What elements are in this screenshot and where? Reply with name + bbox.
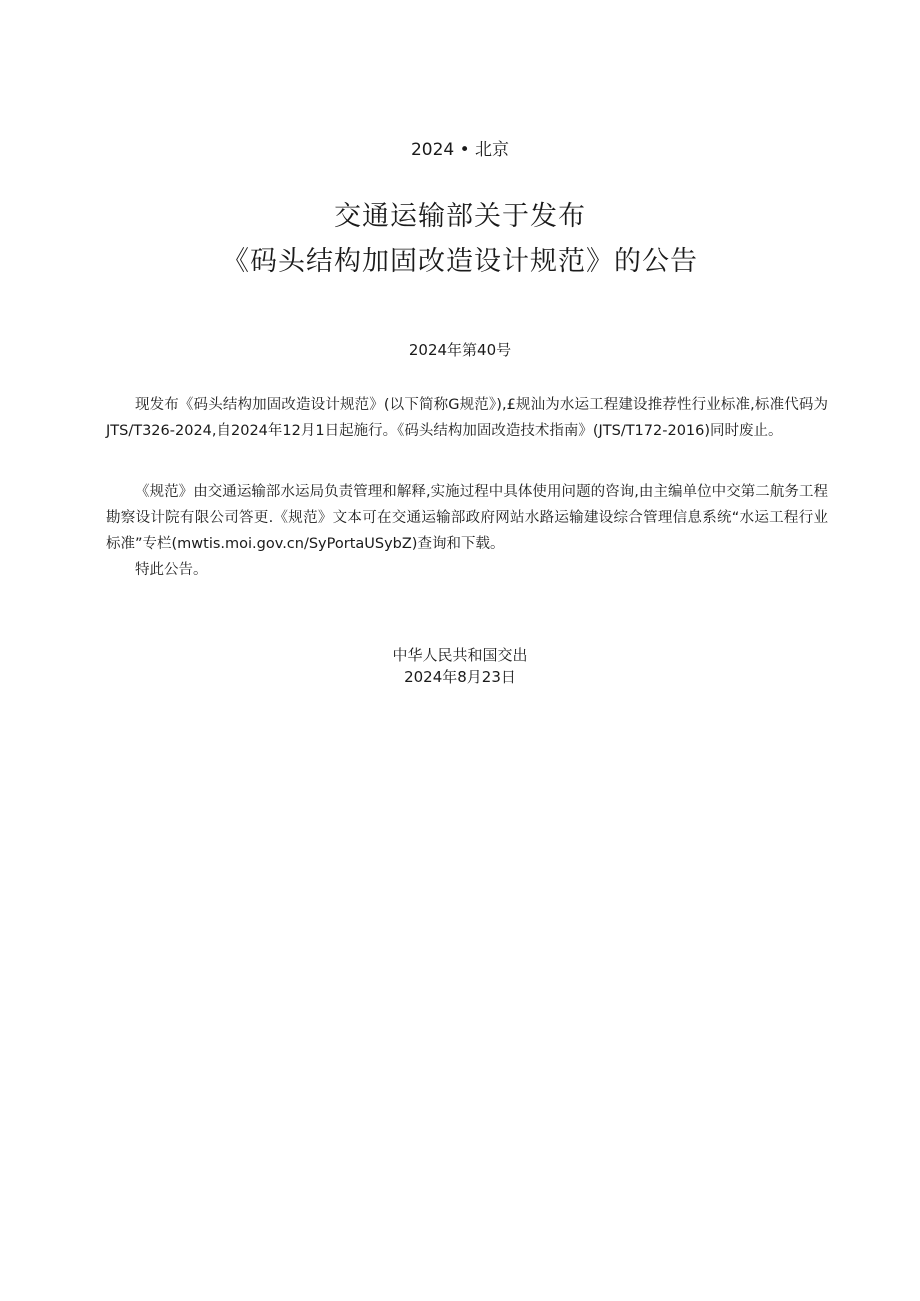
paragraph-management: 《规范》由交通运输部水运局负责管理和解释,实施过程中具体使用问题的咨询,由主编单位中交第二航务工程勘察设计院有限公司答更.《规范》文本可在交通运输部政府网站水路运输建设综合管理信息系统“水运工程行业标准”专栏(mwtis.moi.gov.cn/SyPortaUSybZ)查询和下载。	[106, 484, 828, 552]
issuer: 中华人民共和国交出	[392, 646, 528, 664]
title-line-1: 交通运输部关于发布	[334, 201, 586, 232]
document-number: 2024年第40号	[408, 341, 512, 359]
signature-date: 2024年8月23日	[404, 668, 516, 686]
title-line-2: 《码头结构加固改造设计规范》的公告	[222, 246, 698, 277]
paragraph-closing: 特此公告。	[135, 562, 208, 578]
paragraph-release: 现发布《码头结构加固改造设计规范》(以下简称G规范》),£规汕为水运工程建设推荐性行业标准,标准代码为JTS/T326-2024,自2024年12月1日起施行。《码头结构加固改造技术指南》(JTS/T172-2016)同时废止。	[106, 397, 828, 439]
place-date: 2024 • 北京	[410, 140, 510, 160]
